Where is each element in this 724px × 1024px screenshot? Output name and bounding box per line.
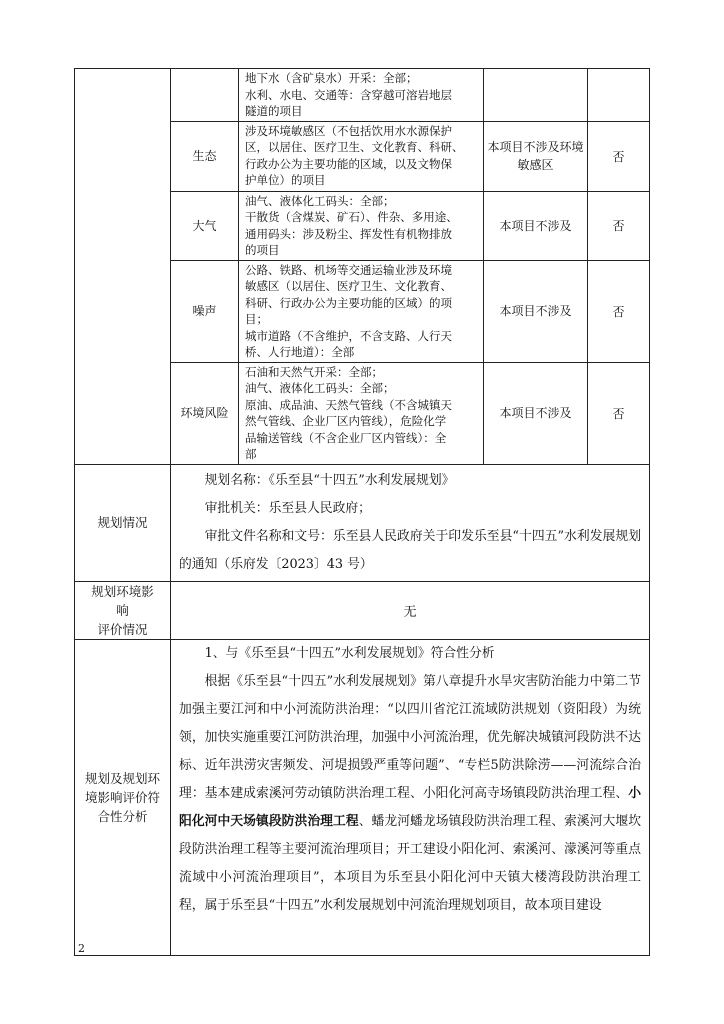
analysis-paragraph: 根据《乐至县“十四五”水利发展规划》第八章提升水旱灾害防治能力中第二节加强主要江河和中小河流防洪治理：“以四川省沱江流域防洪规划（资阳段）为统领，加快实施重要江河防洪治理，加强中小河流治理，优先解决城镇河段防洪不达标、近年洪涝灾害频发、河堤损毁严重等问题”、“专栏5防洪除涝——河流综合治理：基本建成索溪河劳动镇防洪治理工程、小阳化河高寺场镇段防洪治理工程、小阳化河中天场镇段防洪治理工程、蟠龙河蟠龙场镇段防洪治理工程、索溪河大堰坎段防洪治理工程等主要河流治理项目；开工建设小阳化河、索溪河、濛溪河等重点流域中小河流治理项目”，本项目为乐至县小阳化河中天镇大楼湾段防洪治理工程，属于乐至县“十四五”水利发展规划中河流治理规划项目，故本项目建设 bbox=[179, 673, 642, 913]
page-number: 2 bbox=[78, 942, 85, 955]
compliance-cell: 否 bbox=[588, 191, 650, 260]
highlighted-project: 小阳化河中天场镇段防洪治理工程 bbox=[179, 785, 641, 829]
compliance-cell bbox=[588, 69, 650, 122]
result-cell bbox=[484, 69, 588, 122]
category-cell: 大气 bbox=[171, 191, 239, 260]
planning-label: 规划情况 bbox=[75, 464, 171, 581]
category-cell bbox=[171, 69, 239, 122]
eia-value: 无 bbox=[171, 581, 650, 639]
requirement-cell: 公路、铁路、机场等交通运输业涉及环境 敏感区（以居住、医疗卫生、文化教育、 科研、行政办公为主要功能的区域）的项 目； 城市道路（不含维护，不含支路、人行天 桥、人行地道）：全部 bbox=[239, 260, 484, 362]
requirement-cell: 地下水（含矿泉水）开采：全部； 水利、水电、交通等：含穿越可溶岩地层 隧道的项目 bbox=[239, 69, 484, 122]
planning-row bbox=[75, 464, 650, 581]
document-table bbox=[74, 68, 650, 956]
category-cell: 噪声 bbox=[171, 260, 239, 362]
requirement-cell: 石油和天然气开采：全部； 油气、液体化工码头：全部； 原油、成品油、天然气管线（不含城镇天 然气管线、企业厂区内管线），危险化学 品输送管线（不含企业厂区内管线）：全 部 bbox=[239, 362, 484, 464]
result-cell: 本项目不涉及环境敏感区 bbox=[484, 121, 588, 191]
table-row bbox=[75, 69, 650, 122]
category-cell: 环境风险 bbox=[171, 362, 239, 464]
requirement-cell: 油气、液体化工码头：全部； 干散货（含煤炭、矿石）、件杂、多用途、 通用码头：涉及粉尘、挥发性有机物排放 的项目 bbox=[239, 191, 484, 260]
compliance-cell: 否 bbox=[588, 260, 650, 362]
category-cell: 生态 bbox=[171, 121, 239, 191]
planning-document: 审批文件名称和文号：乐至县人民政府关于印发乐至县“十四五”水利发展规划的通知（乐府发〔2023〕43 号） bbox=[179, 528, 641, 572]
planning-content bbox=[171, 464, 650, 581]
blank-label-cell bbox=[75, 69, 171, 465]
result-cell: 本项目不涉及 bbox=[484, 191, 588, 260]
analysis-heading: 1、与《乐至县“十四五”水利发展规划》符合性分析 bbox=[204, 645, 495, 661]
eia-label: 规划环境影 响 评价情况 bbox=[75, 581, 171, 639]
planning-name: 规划名称：《乐至县“十四五”水利发展规划》 bbox=[204, 472, 455, 488]
analysis-row bbox=[75, 639, 650, 955]
planning-authority: 审批机关：乐至县人民政府； bbox=[204, 500, 371, 516]
compliance-cell: 否 bbox=[588, 121, 650, 191]
result-cell: 本项目不涉及 bbox=[484, 260, 588, 362]
eia-row bbox=[75, 581, 650, 639]
result-cell: 本项目不涉及 bbox=[484, 362, 588, 464]
analysis-content bbox=[171, 639, 650, 955]
compliance-cell: 否 bbox=[588, 362, 650, 464]
analysis-label: 规划及规划环境影响评价符合性分析 bbox=[75, 639, 171, 955]
requirement-cell: 涉及环境敏感区（不包括饮用水水源保护 区，以居住、医疗卫生、文化教育、科研、 行政办公为主要功能的区域，以及文物保 护单位）的项目 bbox=[239, 121, 484, 191]
